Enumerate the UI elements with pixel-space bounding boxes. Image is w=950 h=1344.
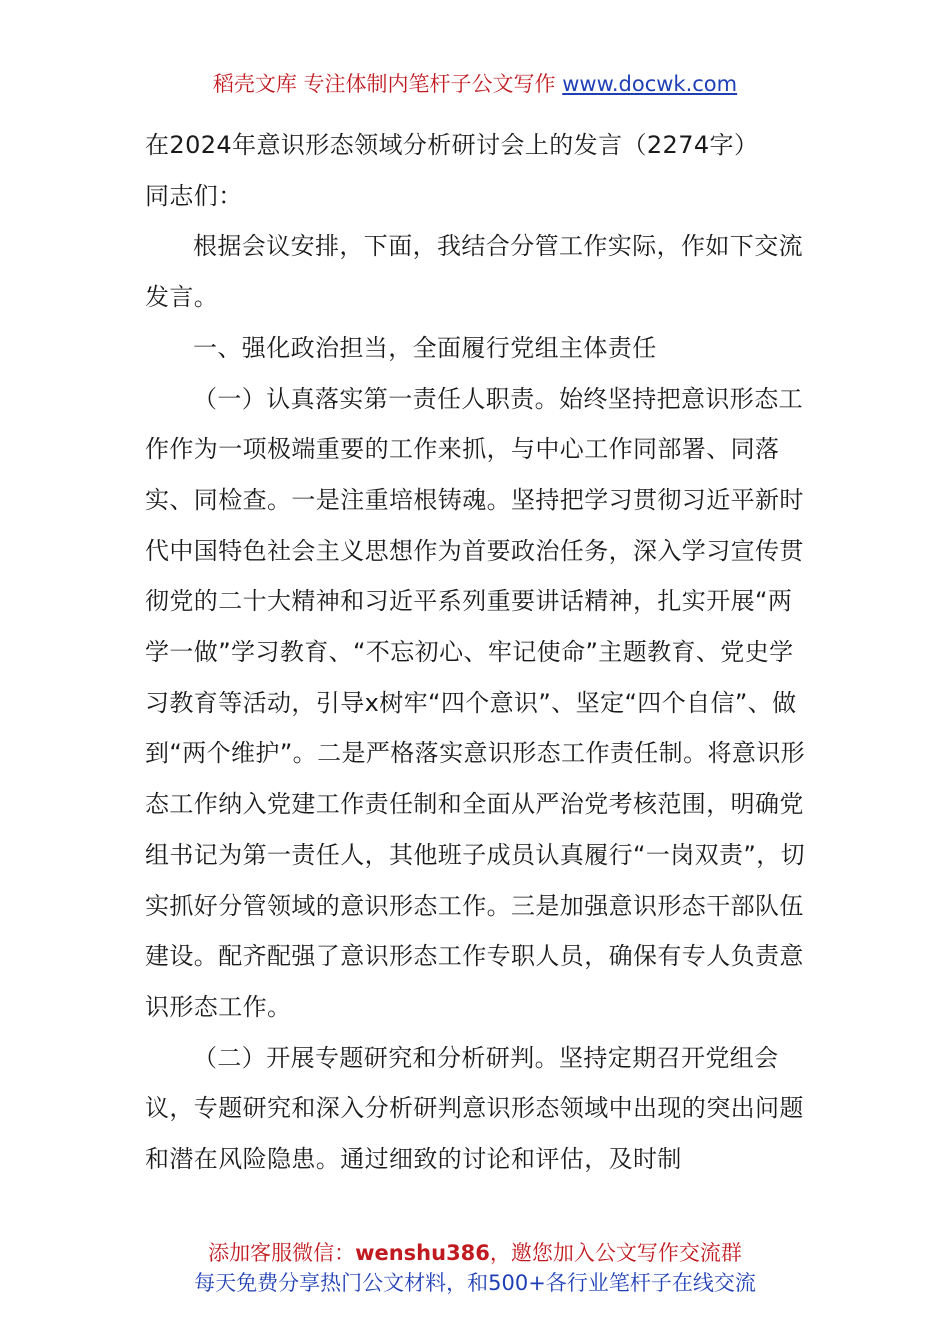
paragraph-1-2: （二）开展专题研究和分析研判。坚持定期召开党组会议，专题研究和深入分析研判意识形态领域中出现的突出问题和潜在风险隐患。通过细致的讨论和评估，及时制 bbox=[145, 1043, 804, 1174]
site-link[interactable]: www.docwk.com bbox=[562, 72, 738, 96]
watermark-header bbox=[0, 68, 950, 100]
footer-promo-line: 每天免费分享热门公文材料，和500+各行业笔杆子在线交流 bbox=[194, 1271, 756, 1295]
document-body bbox=[145, 120, 810, 1185]
salutation: 同志们： bbox=[145, 181, 243, 210]
watermark-footer bbox=[0, 1238, 950, 1298]
paragraph-intro: 根据会议安排，下面，我结合分管工作实际，作如下交流发言。 bbox=[145, 232, 803, 312]
brand-slogan: 稻壳文库 专注体制内笔杆子公文写作 bbox=[212, 72, 556, 96]
wechat-id: wenshu386 bbox=[355, 1241, 490, 1265]
footer-suffix: ，邀您加入公文写作交流群 bbox=[489, 1241, 742, 1265]
footer-prefix: 添加客服微信： bbox=[208, 1241, 356, 1265]
section-heading-1: 一、强化政治担当，全面履行党组主体责任 bbox=[193, 333, 657, 362]
footer-contact-line bbox=[0, 1238, 950, 1268]
document-title: 在2024年意识形态领域分析研讨会上的发言（2274字） bbox=[145, 131, 759, 159]
paragraph-1-1: （一）认真落实第一责任人职责。始终坚持把意识形态工作作为一项极端重要的工作来抓，与中心工作同部署、同落实、同检查。一是注重培根铸魂。坚持把学习贯彻习近平新时代中国特色社会主义思想作为首要政治任务，深入学习宣传贯彻党的二十大精神和习近平系列重要讲话精神，扎实开展“两学一做”学习教育、“不忘初心、牢记使命”主题教育、党史学习教育等活动，引导x树牢“四个意识”、坚定“四个自信”、做到“两个维护”。二是严格落实意识形态工作责任制。将意识形态工作纳入党建工作责任制和全面从严治党考核范围，明确党组书记为第一责任人，其他班子成员认真履行“一岗双责”，切实抓好分管领域的意识形态工作。三是加强意识形态干部队伍建设。配齐配强了意识形态工作专职人员，确保有专人负责意识形态工作。 bbox=[145, 384, 806, 1021]
